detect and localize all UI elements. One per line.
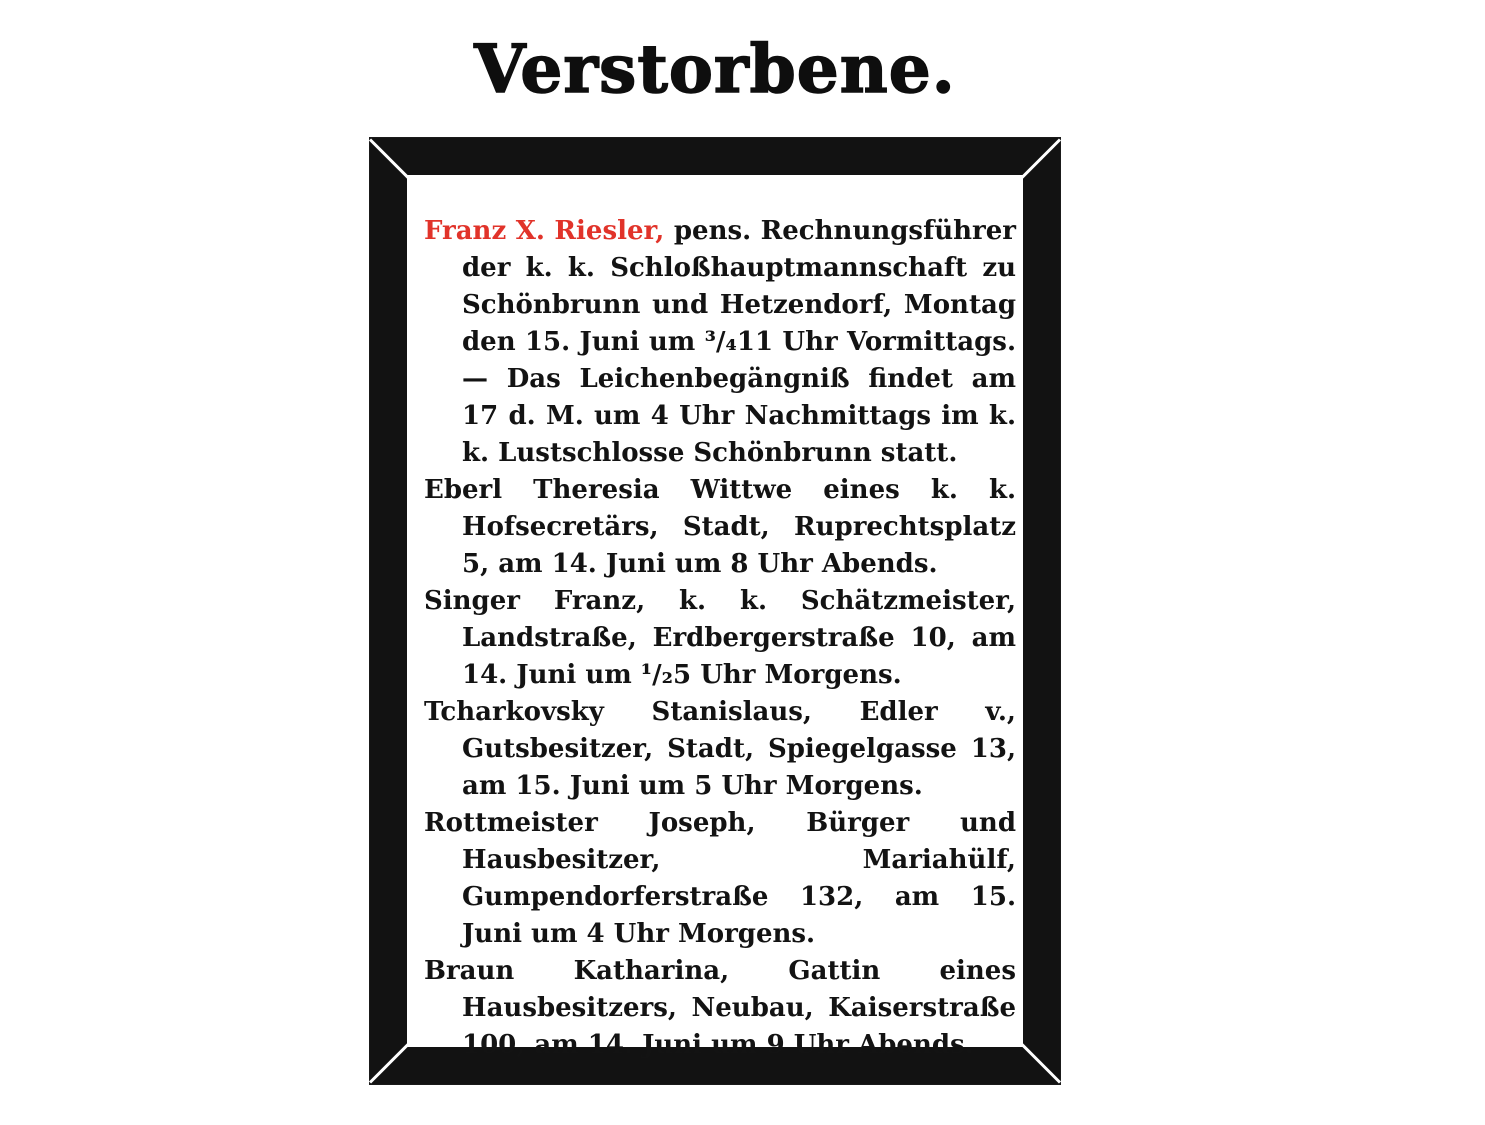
notice-text: pens. Rechnungsführer der k. k. Schloßhauptmannschaft zu Schönbrunn und Hetzendorf, Montag den 15. Juni um ³/₄11 Uhr Vormittags. — Das Leichenbegängniß findet am 17 d. M. um 4 Uhr Nachmittags im k. k. Lustschlosse Schönbrunn statt. xyxy=(462,216,1016,468)
death-notice-entry xyxy=(424,953,1016,1064)
deceased-name: Eberl Theresia xyxy=(424,475,660,505)
mourning-frame xyxy=(370,138,1060,1084)
frame-corner-seam-bottom-right xyxy=(1018,1040,1061,1083)
deceased-name: Singer Franz, xyxy=(424,586,646,616)
death-notice-entry xyxy=(424,805,1016,953)
notice-text: Wittwe eines k. k. Hofsecretärs, Stadt, Ruprechtsplatz 5, am 14. Juni um 8 Uhr Abends. xyxy=(462,475,1017,579)
notice-text: Gattin eines Hausbesitzers, Neubau, Kaiserstraße 100, am 14. Juni um 9 Uhr Abends. xyxy=(462,956,1016,1060)
frame-corner-seam-bottom-left xyxy=(369,1040,412,1083)
death-notice-entry xyxy=(424,472,1016,583)
death-notice-list xyxy=(424,213,1016,1064)
death-notice-entry xyxy=(424,213,1016,472)
deceased-name: Tcharkovsky Stanislaus, xyxy=(424,697,812,727)
deceased-name: Franz X. Riesler, xyxy=(424,216,665,246)
death-notice-entry xyxy=(424,694,1016,805)
deceased-name: Braun Katharina, xyxy=(424,956,730,986)
death-notice-entry xyxy=(424,583,1016,694)
notice-text: Edler v., Gutsbesitzer, Stadt, Spiegelgasse 13, am 15. Juni um 5 Uhr Morgens. xyxy=(462,697,1016,801)
frame-corner-seam-top-left xyxy=(369,138,412,181)
notice-text: Bürger und Hausbesitzer, Mariahülf, Gumpendorferstraße 132, am 15. Juni um 4 Uhr Morgens. xyxy=(462,808,1016,949)
page-title: Verstorbene. xyxy=(474,30,956,108)
deceased-name: Rottmeister Joseph, xyxy=(424,808,756,838)
frame-corner-seam-top-right xyxy=(1018,138,1061,181)
notice-text: k. k. Schätzmeister, Landstraße, Erdbergerstraße 10, am 14. Juni um ¹/₂5 Uhr Morgens. xyxy=(462,586,1016,690)
